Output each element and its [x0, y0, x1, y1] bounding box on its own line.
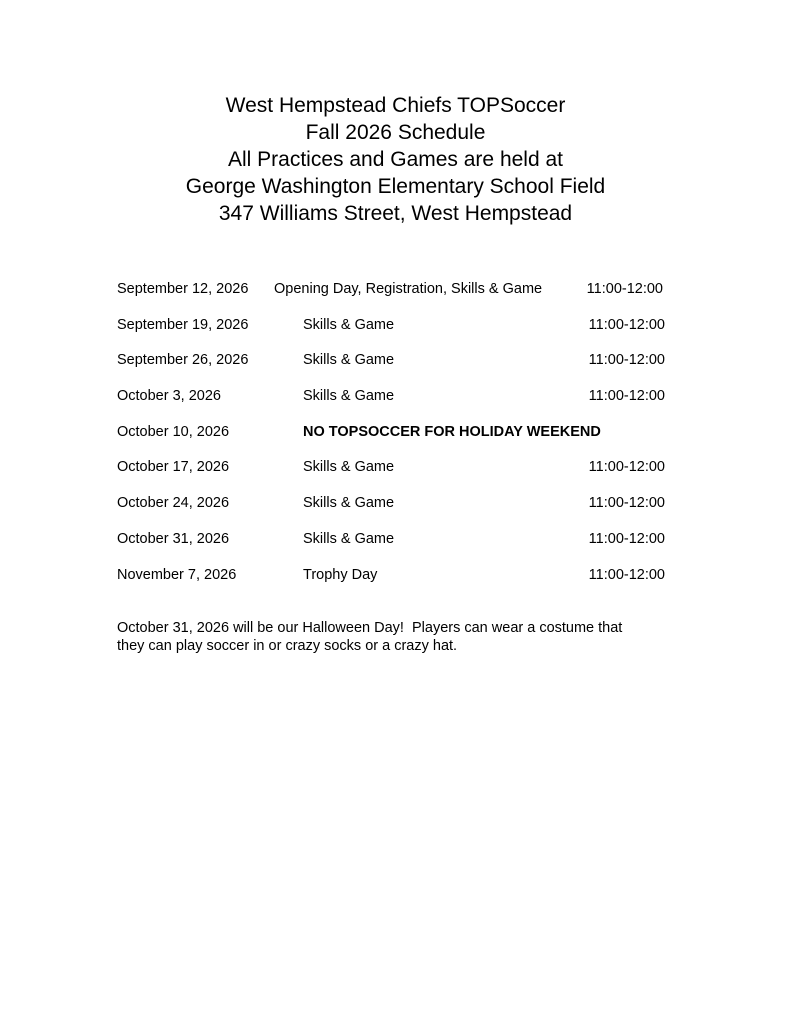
schedule-event: Skills & Game [303, 388, 395, 405]
schedule-time: 11:00-12:00 [588, 566, 665, 583]
schedule-row [117, 279, 677, 315]
schedule-date: October 31, 2026 [117, 530, 230, 547]
schedule-header [0, 92, 791, 227]
schedule-row [117, 350, 677, 386]
schedule-time: 11:00-12:00 [588, 530, 665, 547]
holiday-notice: NO TOPSOCCER FOR HOLIDAY WEEKEND [303, 423, 601, 440]
season-title: Fall 2026 Schedule [305, 121, 486, 144]
schedule-row [117, 315, 677, 351]
team-name-title: West Hempstead Chiefs TOPSoccer [225, 94, 566, 117]
schedule-time: 11:00-12:00 [588, 459, 665, 476]
schedule-event: Trophy Day [303, 566, 378, 583]
schedule-time: 11:00-12:00 [588, 316, 665, 333]
schedule-date: October 10, 2026 [117, 423, 230, 440]
halloween-note [117, 619, 677, 655]
schedule-event: Skills & Game [303, 459, 395, 476]
schedule-row [117, 386, 677, 422]
schedule-event: Opening Day, Registration, Skills & Game [274, 281, 543, 297]
schedule-time: 11:00-12:00 [588, 495, 665, 512]
schedule-time: 11:00-12:00 [588, 388, 665, 405]
schedule-row [117, 422, 677, 458]
location-intro: All Practices and Games are held at [228, 148, 563, 171]
schedule-time: 11:00-12:00 [586, 281, 663, 297]
schedule-row [117, 529, 677, 565]
field-name: George Washington Elementary School Field [185, 175, 606, 198]
field-address: 347 Williams Street, West Hempstead [218, 202, 573, 225]
schedule-row [117, 493, 677, 529]
schedule-table [117, 279, 677, 600]
schedule-date: October 24, 2026 [117, 495, 230, 512]
schedule-date: October 3, 2026 [117, 388, 221, 405]
schedule-time: 11:00-12:00 [588, 352, 665, 369]
schedule-event: Skills & Game [303, 495, 395, 512]
schedule-event: Skills & Game [303, 316, 395, 333]
schedule-event: Skills & Game [303, 352, 395, 369]
schedule-date: November 7, 2026 [117, 566, 237, 583]
schedule-date: September 19, 2026 [117, 316, 249, 333]
schedule-row [117, 457, 677, 493]
schedule-date: September 26, 2026 [117, 352, 249, 369]
schedule-date: October 17, 2026 [117, 459, 230, 476]
halloween-note-line-1: October 31, 2026 will be our Halloween Day! Players can wear a costume that [117, 620, 623, 636]
halloween-note-line-2: they can play soccer in or crazy socks or a crazy hat. [117, 638, 458, 654]
schedule-event: Skills & Game [303, 530, 395, 547]
schedule-row [117, 565, 677, 601]
schedule-date: September 12, 2026 [117, 281, 249, 297]
